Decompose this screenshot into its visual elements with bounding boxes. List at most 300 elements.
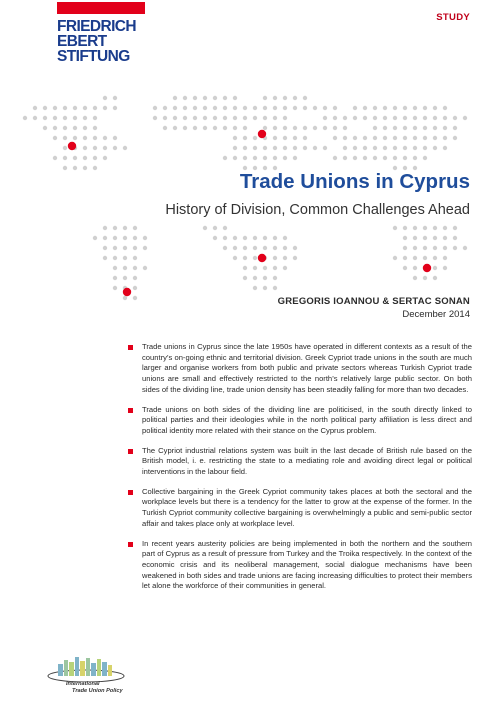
map-dot bbox=[103, 246, 107, 250]
map-dot bbox=[243, 136, 247, 140]
map-dot bbox=[273, 126, 277, 130]
map-dot bbox=[413, 126, 417, 130]
map-dot bbox=[63, 106, 67, 110]
map-dot bbox=[243, 266, 247, 270]
map-dot bbox=[413, 266, 417, 270]
map-dot bbox=[373, 116, 377, 120]
map-dot bbox=[223, 116, 227, 120]
map-dot bbox=[343, 116, 347, 120]
map-dot bbox=[253, 116, 257, 120]
map-dot bbox=[123, 266, 127, 270]
map-dot bbox=[133, 226, 137, 230]
map-dot bbox=[93, 136, 97, 140]
map-dot bbox=[223, 106, 227, 110]
map-dot bbox=[403, 226, 407, 230]
dotted-world-map bbox=[0, 0, 504, 330]
map-dot bbox=[273, 146, 277, 150]
map-dot bbox=[243, 146, 247, 150]
map-dot bbox=[273, 156, 277, 160]
bullet-square-icon bbox=[128, 449, 133, 454]
map-dot bbox=[213, 236, 217, 240]
map-dot bbox=[293, 146, 297, 150]
map-dot bbox=[293, 136, 297, 140]
map-dot bbox=[123, 276, 127, 280]
map-dot bbox=[433, 226, 437, 230]
map-dot bbox=[273, 256, 277, 260]
map-dot bbox=[53, 136, 57, 140]
map-dot bbox=[243, 106, 247, 110]
map-dot bbox=[93, 236, 97, 240]
map-dot bbox=[343, 126, 347, 130]
summary-item bbox=[128, 405, 472, 437]
map-dot bbox=[283, 246, 287, 250]
summary-item bbox=[128, 487, 472, 530]
map-dot bbox=[53, 116, 57, 120]
map-dot bbox=[133, 256, 137, 260]
series-logo-line-2: Trade Union Policy bbox=[72, 688, 123, 694]
map-dot bbox=[43, 126, 47, 130]
map-dot bbox=[423, 136, 427, 140]
map-dot bbox=[113, 236, 117, 240]
map-dot bbox=[393, 126, 397, 130]
summary-list bbox=[128, 342, 472, 601]
map-dot bbox=[303, 106, 307, 110]
map-dot bbox=[223, 236, 227, 240]
map-dot bbox=[243, 236, 247, 240]
map-dot bbox=[403, 116, 407, 120]
map-dot bbox=[243, 156, 247, 160]
summary-item bbox=[128, 446, 472, 478]
map-dot bbox=[103, 256, 107, 260]
map-dot bbox=[303, 96, 307, 100]
international-trade-union-policy-logo bbox=[46, 652, 130, 706]
map-dot bbox=[373, 146, 377, 150]
map-dot bbox=[103, 96, 107, 100]
map-dot bbox=[203, 126, 207, 130]
map-dot bbox=[433, 106, 437, 110]
summary-text: Trade unions on both sides of the dividing line are politicised, in the south directly linked to political parties and their ideologies while in the north political party affiliation is less direct and political identity more related with their stance on the Cyprus problem. bbox=[142, 404, 472, 435]
bullet-square-icon bbox=[128, 490, 133, 495]
map-dot bbox=[183, 106, 187, 110]
map-dot bbox=[63, 136, 67, 140]
map-dot bbox=[263, 156, 267, 160]
map-dot bbox=[313, 146, 317, 150]
map-dot bbox=[223, 156, 227, 160]
map-dot bbox=[373, 156, 377, 160]
highlight-dot bbox=[423, 264, 431, 272]
map-dot bbox=[443, 236, 447, 240]
map-dot bbox=[423, 276, 427, 280]
map-dot bbox=[213, 116, 217, 120]
map-dot bbox=[413, 226, 417, 230]
map-dot bbox=[213, 126, 217, 130]
map-dot bbox=[43, 106, 47, 110]
map-dot bbox=[213, 226, 217, 230]
map-dot bbox=[333, 116, 337, 120]
map-dot bbox=[453, 246, 457, 250]
map-dot bbox=[203, 226, 207, 230]
map-dot bbox=[33, 116, 37, 120]
map-dot bbox=[363, 136, 367, 140]
map-dot bbox=[73, 116, 77, 120]
map-dot bbox=[103, 226, 107, 230]
series-logo-line-1: International bbox=[66, 681, 100, 687]
map-dot bbox=[303, 136, 307, 140]
map-dot bbox=[53, 126, 57, 130]
map-dot bbox=[423, 116, 427, 120]
city-skyline-icon bbox=[46, 652, 130, 682]
map-dot bbox=[423, 226, 427, 230]
map-dot bbox=[433, 146, 437, 150]
map-dot bbox=[133, 236, 137, 240]
map-dot bbox=[113, 136, 117, 140]
map-dot bbox=[453, 236, 457, 240]
map-dot bbox=[123, 296, 127, 300]
study-badge: STUDY bbox=[436, 12, 470, 23]
map-dot bbox=[83, 136, 87, 140]
map-dot bbox=[393, 146, 397, 150]
map-dot bbox=[193, 96, 197, 100]
map-dot bbox=[123, 226, 127, 230]
map-dot bbox=[293, 96, 297, 100]
map-dot bbox=[413, 156, 417, 160]
map-dot bbox=[83, 156, 87, 160]
map-dot bbox=[63, 156, 67, 160]
map-dot bbox=[73, 106, 77, 110]
map-dot bbox=[113, 286, 117, 290]
map-dot bbox=[273, 106, 277, 110]
map-dot bbox=[303, 126, 307, 130]
map-dot bbox=[273, 246, 277, 250]
map-dot bbox=[283, 106, 287, 110]
map-dot bbox=[333, 156, 337, 160]
map-dot bbox=[413, 246, 417, 250]
map-dot bbox=[403, 106, 407, 110]
map-dot bbox=[453, 226, 457, 230]
map-dot bbox=[393, 136, 397, 140]
map-dot bbox=[293, 106, 297, 110]
map-dot bbox=[93, 146, 97, 150]
map-dot bbox=[203, 106, 207, 110]
map-dot bbox=[443, 226, 447, 230]
map-dot bbox=[443, 146, 447, 150]
bullet-square-icon bbox=[128, 345, 133, 350]
map-dot bbox=[423, 156, 427, 160]
map-dot bbox=[253, 276, 257, 280]
map-dot bbox=[383, 146, 387, 150]
map-dot bbox=[213, 106, 217, 110]
highlight-dot bbox=[123, 288, 131, 296]
map-dot bbox=[403, 146, 407, 150]
map-dot bbox=[383, 126, 387, 130]
map-dot bbox=[73, 166, 77, 170]
map-dot bbox=[103, 156, 107, 160]
map-dot bbox=[83, 116, 87, 120]
map-dot bbox=[443, 266, 447, 270]
bullet-square-icon bbox=[128, 408, 133, 413]
map-dot bbox=[163, 126, 167, 130]
map-dot bbox=[323, 106, 327, 110]
map-dot bbox=[93, 116, 97, 120]
summary-text: Trade unions in Cyprus since the late 1950s have operated in different contexts as a result of the country’s on-going ethnic and territorial division. Greek Cypriot trade unions in the south are much larger and organise workers from both public and private sectors whereas Turkish Cypriot trade unions are small and effectively restricted to the north’s relatively large public sector. On both sides of the dividing line, trade union density has been steadily falling for more than two decades. bbox=[142, 342, 472, 394]
map-dot bbox=[343, 146, 347, 150]
map-dot bbox=[293, 256, 297, 260]
map-dot bbox=[173, 116, 177, 120]
map-dot bbox=[433, 276, 437, 280]
map-dot bbox=[413, 256, 417, 260]
map-dot bbox=[103, 136, 107, 140]
map-dot bbox=[373, 106, 377, 110]
map-dot bbox=[273, 236, 277, 240]
map-dot bbox=[403, 156, 407, 160]
highlight-dot bbox=[258, 254, 266, 262]
map-dot bbox=[393, 256, 397, 260]
map-dot bbox=[423, 246, 427, 250]
map-dot bbox=[403, 126, 407, 130]
summary-text: Collective bargaining in the Greek Cypriot community takes places at both the sectoral and the workplace levels but there is a tendency for the latter to grow at the expense of the former. In the Turkish Cypriot community collective bargaining is overwhelmingly a public and semi-public sector affair and takes place only at workplace level. bbox=[142, 486, 472, 528]
map-dot bbox=[423, 256, 427, 260]
map-dot bbox=[113, 256, 117, 260]
map-dot bbox=[233, 106, 237, 110]
map-dot bbox=[423, 106, 427, 110]
map-dot bbox=[253, 266, 257, 270]
map-dot bbox=[253, 106, 257, 110]
map-dot bbox=[323, 116, 327, 120]
map-dot bbox=[393, 226, 397, 230]
map-dot bbox=[273, 276, 277, 280]
map-dot bbox=[273, 266, 277, 270]
map-dot bbox=[453, 136, 457, 140]
map-dot bbox=[383, 156, 387, 160]
map-dot bbox=[253, 146, 257, 150]
logo-line-3: STIFTUNG bbox=[57, 48, 130, 65]
map-dot bbox=[93, 106, 97, 110]
logo-line-2: EBERT bbox=[57, 33, 107, 50]
map-dot bbox=[83, 106, 87, 110]
bullet-square-icon bbox=[128, 542, 133, 547]
map-dot bbox=[173, 106, 177, 110]
map-dot bbox=[83, 126, 87, 130]
map-dot bbox=[333, 126, 337, 130]
map-dot bbox=[353, 146, 357, 150]
map-dot bbox=[193, 106, 197, 110]
map-dot bbox=[403, 136, 407, 140]
map-dot bbox=[413, 116, 417, 120]
map-dot bbox=[143, 236, 147, 240]
map-dot bbox=[373, 126, 377, 130]
map-dot bbox=[253, 256, 257, 260]
map-dot bbox=[283, 96, 287, 100]
map-dot bbox=[243, 256, 247, 260]
map-dot bbox=[143, 266, 147, 270]
map-dot bbox=[273, 116, 277, 120]
map-dot bbox=[63, 126, 67, 130]
map-dot bbox=[23, 116, 27, 120]
map-dot bbox=[73, 126, 77, 130]
map-dot bbox=[413, 136, 417, 140]
map-dot bbox=[253, 286, 257, 290]
map-dot bbox=[123, 146, 127, 150]
map-dot bbox=[453, 126, 457, 130]
map-dot bbox=[443, 136, 447, 140]
map-dot bbox=[53, 106, 57, 110]
map-dot bbox=[283, 136, 287, 140]
map-dot bbox=[273, 136, 277, 140]
summary-text: The Cypriot industrial relations system was built in the last decade of British rule based on the British model, i. e. restricting the state to a mediating role and avoiding direct legal or political interventions in the labour field. bbox=[142, 445, 472, 477]
map-dot bbox=[423, 236, 427, 240]
map-dot bbox=[233, 246, 237, 250]
map-dot bbox=[433, 236, 437, 240]
summary-item bbox=[128, 539, 472, 593]
map-dot bbox=[413, 236, 417, 240]
map-dot bbox=[393, 116, 397, 120]
map-dot bbox=[263, 126, 267, 130]
map-dot bbox=[243, 246, 247, 250]
map-dot bbox=[273, 286, 277, 290]
map-dot bbox=[113, 106, 117, 110]
map-dot bbox=[233, 136, 237, 140]
map-dot bbox=[133, 266, 137, 270]
map-dot bbox=[263, 266, 267, 270]
map-dot bbox=[433, 116, 437, 120]
map-dot bbox=[263, 116, 267, 120]
map-dot bbox=[393, 156, 397, 160]
map-dot bbox=[233, 236, 237, 240]
map-dot bbox=[423, 126, 427, 130]
map-dot bbox=[93, 156, 97, 160]
map-dot bbox=[233, 96, 237, 100]
map-dot bbox=[173, 96, 177, 100]
map-dot bbox=[253, 246, 257, 250]
map-dot bbox=[263, 146, 267, 150]
map-dot bbox=[33, 106, 37, 110]
map-dot bbox=[283, 256, 287, 260]
map-dot bbox=[123, 256, 127, 260]
authors: GREGORIS IOANNOU & SERTAC SONAN bbox=[277, 296, 470, 307]
map-dot bbox=[83, 146, 87, 150]
map-dot bbox=[143, 246, 147, 250]
map-dot bbox=[353, 106, 357, 110]
map-dot bbox=[253, 136, 257, 140]
map-dot bbox=[313, 126, 317, 130]
map-dot bbox=[133, 296, 137, 300]
map-dot bbox=[323, 146, 327, 150]
map-dot bbox=[113, 96, 117, 100]
map-dot bbox=[343, 136, 347, 140]
map-dot bbox=[103, 236, 107, 240]
map-dot bbox=[243, 116, 247, 120]
map-dot bbox=[73, 156, 77, 160]
map-dot bbox=[383, 136, 387, 140]
map-dot bbox=[103, 106, 107, 110]
map-dot bbox=[73, 136, 77, 140]
map-dot bbox=[283, 126, 287, 130]
map-dot bbox=[83, 166, 87, 170]
map-dot bbox=[363, 146, 367, 150]
map-dot bbox=[363, 106, 367, 110]
map-dot bbox=[353, 136, 357, 140]
map-dot bbox=[433, 256, 437, 260]
map-dot bbox=[383, 116, 387, 120]
highlight-dot bbox=[258, 130, 266, 138]
map-dot bbox=[313, 106, 317, 110]
map-dot bbox=[193, 126, 197, 130]
map-dot bbox=[293, 156, 297, 160]
logo-line-1: FRIEDRICH bbox=[57, 18, 136, 35]
map-dot bbox=[393, 106, 397, 110]
map-dot bbox=[183, 126, 187, 130]
map-dot bbox=[203, 96, 207, 100]
map-dot bbox=[133, 246, 137, 250]
map-dot bbox=[103, 146, 107, 150]
map-dot bbox=[153, 116, 157, 120]
map-dot bbox=[63, 116, 67, 120]
map-dot bbox=[183, 116, 187, 120]
map-dot bbox=[263, 276, 267, 280]
map-dot bbox=[183, 96, 187, 100]
page-title: Trade Unions in Cyprus bbox=[239, 170, 470, 193]
map-dot bbox=[383, 106, 387, 110]
map-dot bbox=[403, 246, 407, 250]
map-dot bbox=[123, 246, 127, 250]
page-subtitle: History of Division, Common Challenges Ahead bbox=[165, 202, 470, 218]
map-dot bbox=[403, 236, 407, 240]
map-dot bbox=[203, 116, 207, 120]
map-dot bbox=[243, 276, 247, 280]
map-dot bbox=[263, 106, 267, 110]
map-dot bbox=[323, 126, 327, 130]
map-dot bbox=[443, 106, 447, 110]
map-dot bbox=[193, 116, 197, 120]
map-dot bbox=[153, 106, 157, 110]
map-dot bbox=[243, 126, 247, 130]
map-dot bbox=[113, 246, 117, 250]
map-dot bbox=[263, 96, 267, 100]
map-dot bbox=[263, 236, 267, 240]
map-dot bbox=[413, 106, 417, 110]
map-dot bbox=[223, 246, 227, 250]
map-dot bbox=[263, 246, 267, 250]
map-dot bbox=[63, 146, 67, 150]
map-dot bbox=[163, 116, 167, 120]
map-dot bbox=[113, 276, 117, 280]
map-dot bbox=[403, 266, 407, 270]
map-dot bbox=[63, 166, 67, 170]
map-dot bbox=[403, 256, 407, 260]
map-dot bbox=[353, 116, 357, 120]
map-dot bbox=[413, 146, 417, 150]
map-dot bbox=[423, 146, 427, 150]
map-dot bbox=[283, 146, 287, 150]
map-dot bbox=[53, 156, 57, 160]
map-dot bbox=[433, 266, 437, 270]
summary-item bbox=[128, 342, 472, 396]
map-dot bbox=[273, 96, 277, 100]
map-dot bbox=[413, 276, 417, 280]
map-dot bbox=[233, 156, 237, 160]
map-dot bbox=[223, 226, 227, 230]
map-dot bbox=[163, 106, 167, 110]
map-dot bbox=[333, 136, 337, 140]
map-dot bbox=[263, 286, 267, 290]
map-dot bbox=[283, 236, 287, 240]
map-dot bbox=[373, 136, 377, 140]
map-dot bbox=[173, 126, 177, 130]
map-dot bbox=[433, 126, 437, 130]
map-dot bbox=[113, 226, 117, 230]
map-dot bbox=[463, 116, 467, 120]
map-dot bbox=[233, 116, 237, 120]
